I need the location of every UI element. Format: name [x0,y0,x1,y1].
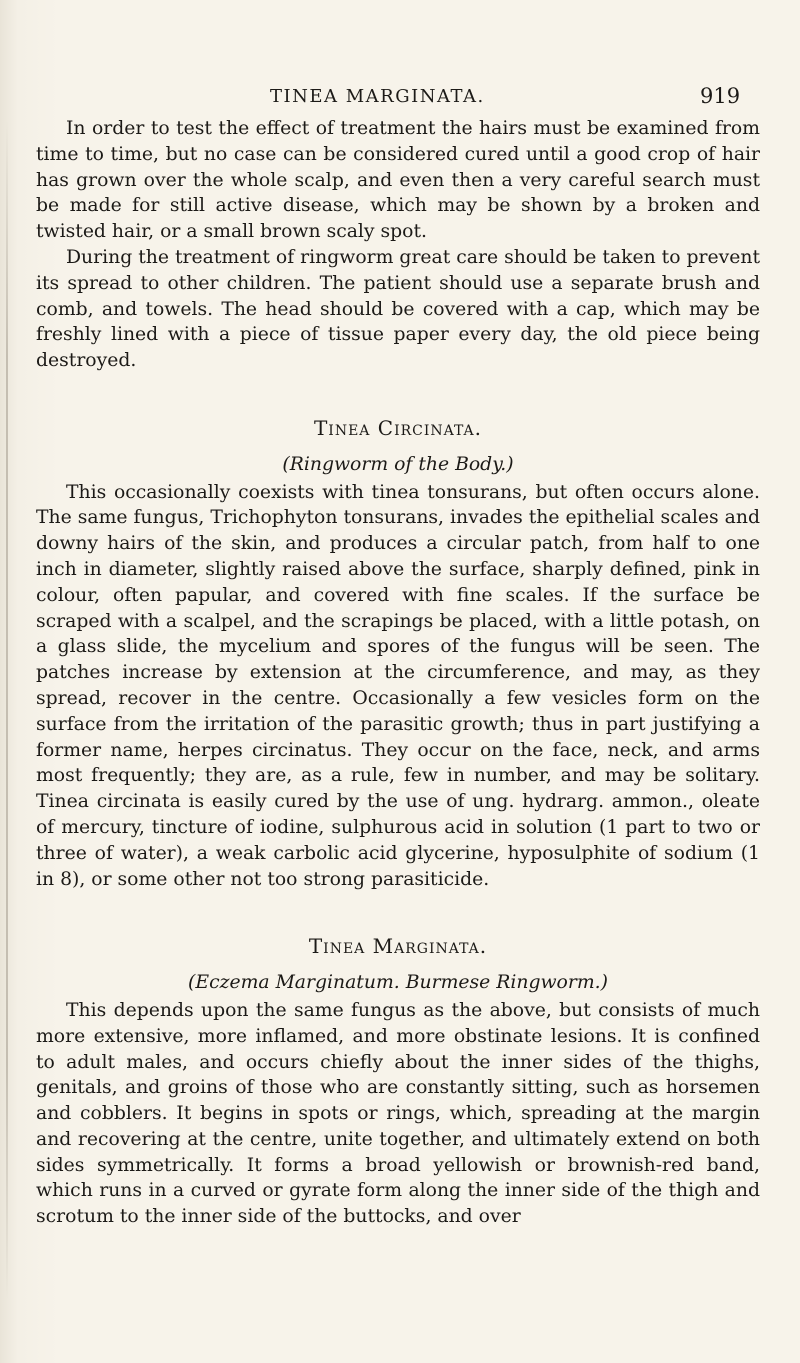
section-heading-tinea-marginata: Tinea Marginata. [308,934,488,959]
body-paragraph: During the treatment of ringworm great care should be taken to prevent its spread to other children. The patient should use a separate brush and comb, and towels. The head should be covered with a cap, which may be freshly lined with a piece of tissue paper every day, the old piece being destroyed. [36,246,760,372]
body-paragraph: In order to test the effect of treatment the hairs must be examined from time to time, but no case can be considered cured until a good crop of hair has grown over the whole scalp, and even then a very careful search must be made for still active disease, which may be shown by a broken and twisted hair, or a small brown scaly spot. [36,118,760,243]
section-heading-tinea-circinata: Tinea Circinata. [313,415,483,440]
page-body [36,116,760,1230]
running-title: TINEA MARGINATA. [270,86,485,107]
body-paragraph: This occasionally coexists with tinea tonsurans, but often occurs alone. The same fungus, Trichophyton tonsurans, invades the epithelial scales and downy hairs of the skin, and produces a circular patch, from half to one inch in diameter, slightly raised above the surface, sharply defined, pink in colour, often papular, and covered with fine scales. If the surface be scraped with a scalpel, and the scrapings be placed, with a little potash, on a glass slide, the mycelium and spores of the fungus will be seen. The patches increase by extension at the circumference, and may, as they spread, recover in the centre. Occasionally a few vesicles form on the surface from the irritation of the parasitic growth; thus in part justifying a former name, herpes circinatus. They occur on the face, neck, and arms most frequently; they are, as a rule, few in number, and may be solitary. Tinea circinata is easily cured by the use of ung. hydrarg. ammon., oleate of mercury, tincture of iodine, sulphurous acid in solution (1 part to two or three of water), a weak carbolic acid glycerine, hyposulphite of sodium (1 in 8), or some other not too strong parasiticide. [36,481,760,890]
binding-shadow [6,120,8,1300]
section-subheading-ringworm-of-body: (Ringworm of the Body.) [282,453,514,475]
page-header [0,84,800,114]
body-paragraph: This depends upon the same fungus as the above, but consists of much more extensive, more inflamed, and more obstinate lesions. It is confined to adult males, and occurs chiefly about the inner sides of the thighs, genitals, and groins of those who are constantly sitting, such as horsemen and cobblers. It begins in spots or rings, which, spreading at the margin and recovering at the centre, unite together, and ultimately extend on both sides symmetrically. It forms a broad yellowish or brownish-red band, which runs in a curved or gyrate form along the inner side of the thigh and scrotum to the inner side of the buttocks, and over [36,999,760,1228]
page-number: 919 [700,84,741,108]
section-subheading-eczema-marginatum: (Eczema Marginatum. Burmese Ringworm.) [188,972,608,994]
